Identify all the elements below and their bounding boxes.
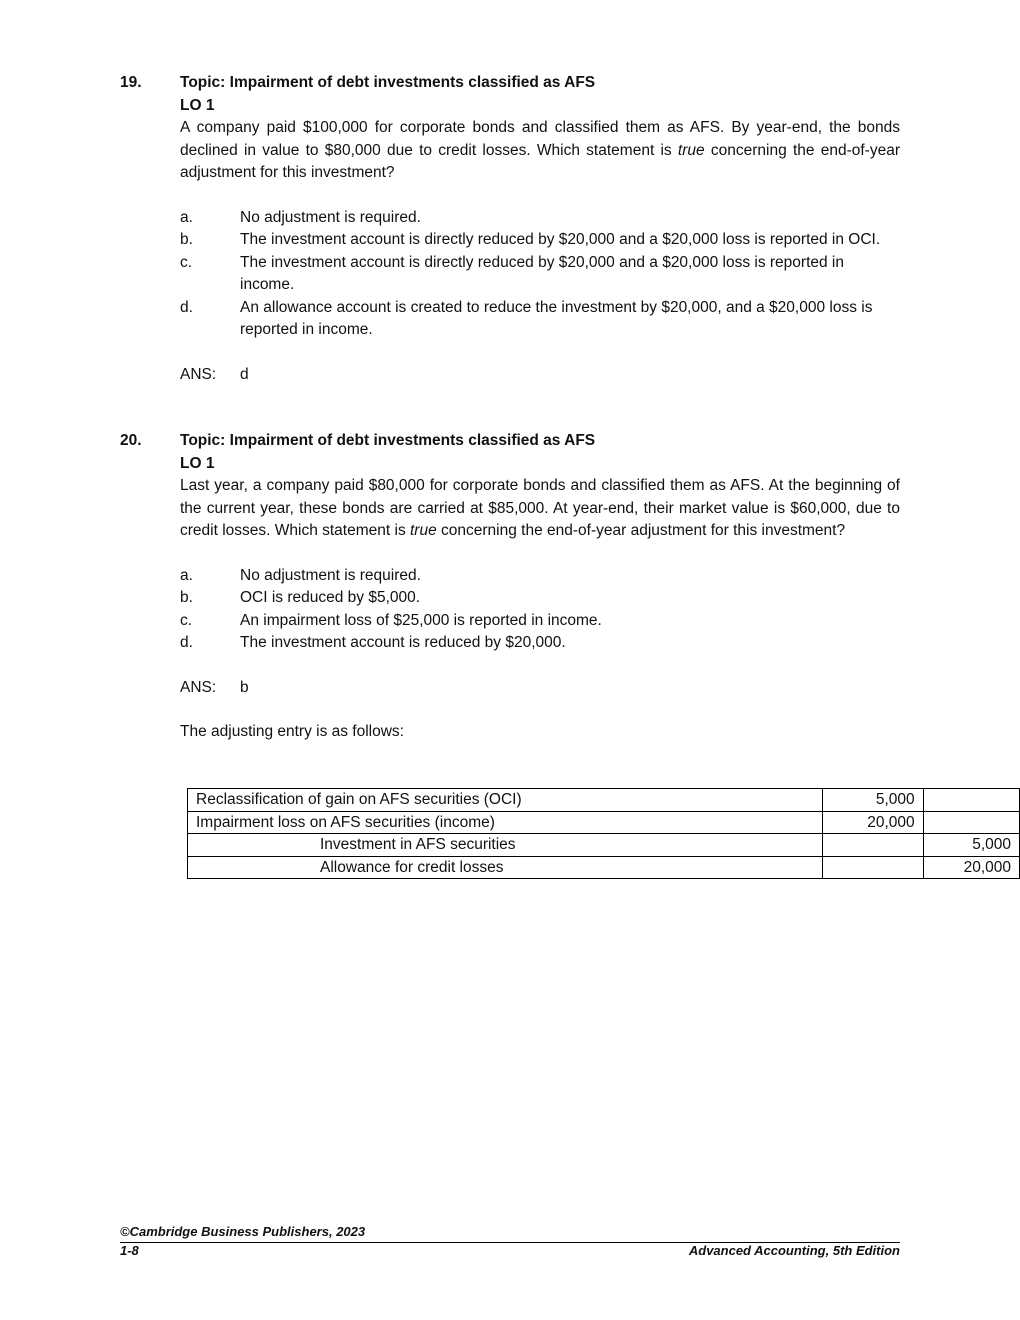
choice-text: OCI is reduced by $5,000.: [240, 589, 421, 606]
answer-key: [180, 364, 900, 387]
debit-amount: 20,000: [822, 811, 923, 834]
choice-text: An allowance account is created to reduce the investment by $20,000, and a $20,000 loss is reported in income.: [240, 298, 873, 338]
question-19: [120, 72, 900, 386]
table-row: [188, 834, 1020, 857]
book-title: Advanced Accounting, 5th Edition: [688, 1243, 900, 1258]
answer-label: ANS:: [180, 678, 217, 696]
journal-entry-table: [187, 788, 1020, 879]
table-row: [188, 811, 1020, 834]
answer-key: [180, 677, 900, 700]
choice-text: No adjustment is required.: [240, 566, 421, 584]
choice-letter: b.: [180, 231, 193, 248]
choice-letter: c.: [180, 253, 193, 271]
answer-choices: [180, 565, 900, 655]
choice-letter: a.: [180, 208, 193, 226]
account-name: Investment in AFS securities: [188, 834, 823, 857]
question-number: 20.: [120, 432, 142, 449]
choice-letter: a.: [180, 566, 193, 584]
account-name: Impairment loss on AFS securities (income): [188, 811, 823, 834]
choice-d: [180, 297, 900, 342]
footer-bar: [120, 1243, 900, 1258]
choice-a: [180, 565, 900, 588]
answer-value: b: [240, 678, 249, 696]
question-topic: Topic: Impairment of debt investments classified as AFS: [180, 432, 596, 449]
question-topic: Topic: Impairment of debt investments classified as AFS: [180, 74, 596, 91]
debit-amount: [822, 856, 923, 879]
choice-letter: d.: [180, 298, 193, 316]
account-name: Allowance for credit losses: [188, 856, 823, 879]
credit-amount: [923, 811, 1019, 834]
choice-letter: d.: [180, 634, 193, 651]
learning-objective: LO 1: [180, 96, 215, 114]
debit-amount: 5,000: [822, 789, 923, 812]
answer-label: ANS:: [180, 365, 217, 383]
learning-objective: LO 1: [180, 454, 215, 472]
choice-letter: c.: [180, 611, 193, 629]
entry-intro: The adjusting entry is as follows:: [180, 723, 404, 740]
choice-text: No adjustment is required.: [240, 208, 421, 226]
choice-text: The investment account is reduced by $20,000.: [240, 634, 566, 651]
question-number: 19.: [120, 74, 142, 91]
choice-d: [180, 632, 900, 655]
choice-b: [180, 587, 900, 610]
credit-amount: [923, 789, 1019, 812]
answer-choices: [180, 207, 900, 342]
table-row: [188, 856, 1020, 879]
question-stem: A company paid $100,000 for corporate bonds and classified them as AFS. By year-end, the bonds declined in value to $80,000 due to credit losses. Which statement is true concerning the end-of-year adjustment for this investment?: [180, 119, 900, 181]
credit-amount: 5,000: [923, 834, 1019, 857]
footer-copyright: ©Cambridge Business Publishers, 2023: [120, 1224, 366, 1239]
account-name: Reclassification of gain on AFS securities (OCI): [188, 789, 823, 812]
debit-amount: [822, 834, 923, 857]
choice-b: [180, 229, 900, 252]
choice-a: [180, 207, 900, 230]
table-row: [188, 789, 1020, 812]
choice-letter: b.: [180, 589, 193, 606]
choice-text: The investment account is directly reduced by $20,000 and a $20,000 loss is reported in income.: [240, 253, 845, 293]
answer-value: d: [240, 365, 249, 383]
credit-amount: 20,000: [923, 856, 1019, 879]
page-number: 1-8: [120, 1243, 139, 1258]
choice-c: [180, 252, 900, 297]
question-stem: Last year, a company paid $80,000 for corporate bonds and classified them as AFS. At the beginning of the current year, these bonds are carried at $85,000. At year-end, their market value is $60,000, due to credit losses. Which statement is true concerning the end-of-year adjustment for this investment?: [180, 477, 900, 539]
choice-text: An impairment loss of $25,000 is reported in income.: [240, 611, 602, 629]
question-20: [120, 430, 900, 744]
choice-c: [180, 610, 900, 633]
choice-text: The investment account is directly reduced by $20,000 and a $20,000 loss is reported in OCI.: [240, 231, 881, 248]
